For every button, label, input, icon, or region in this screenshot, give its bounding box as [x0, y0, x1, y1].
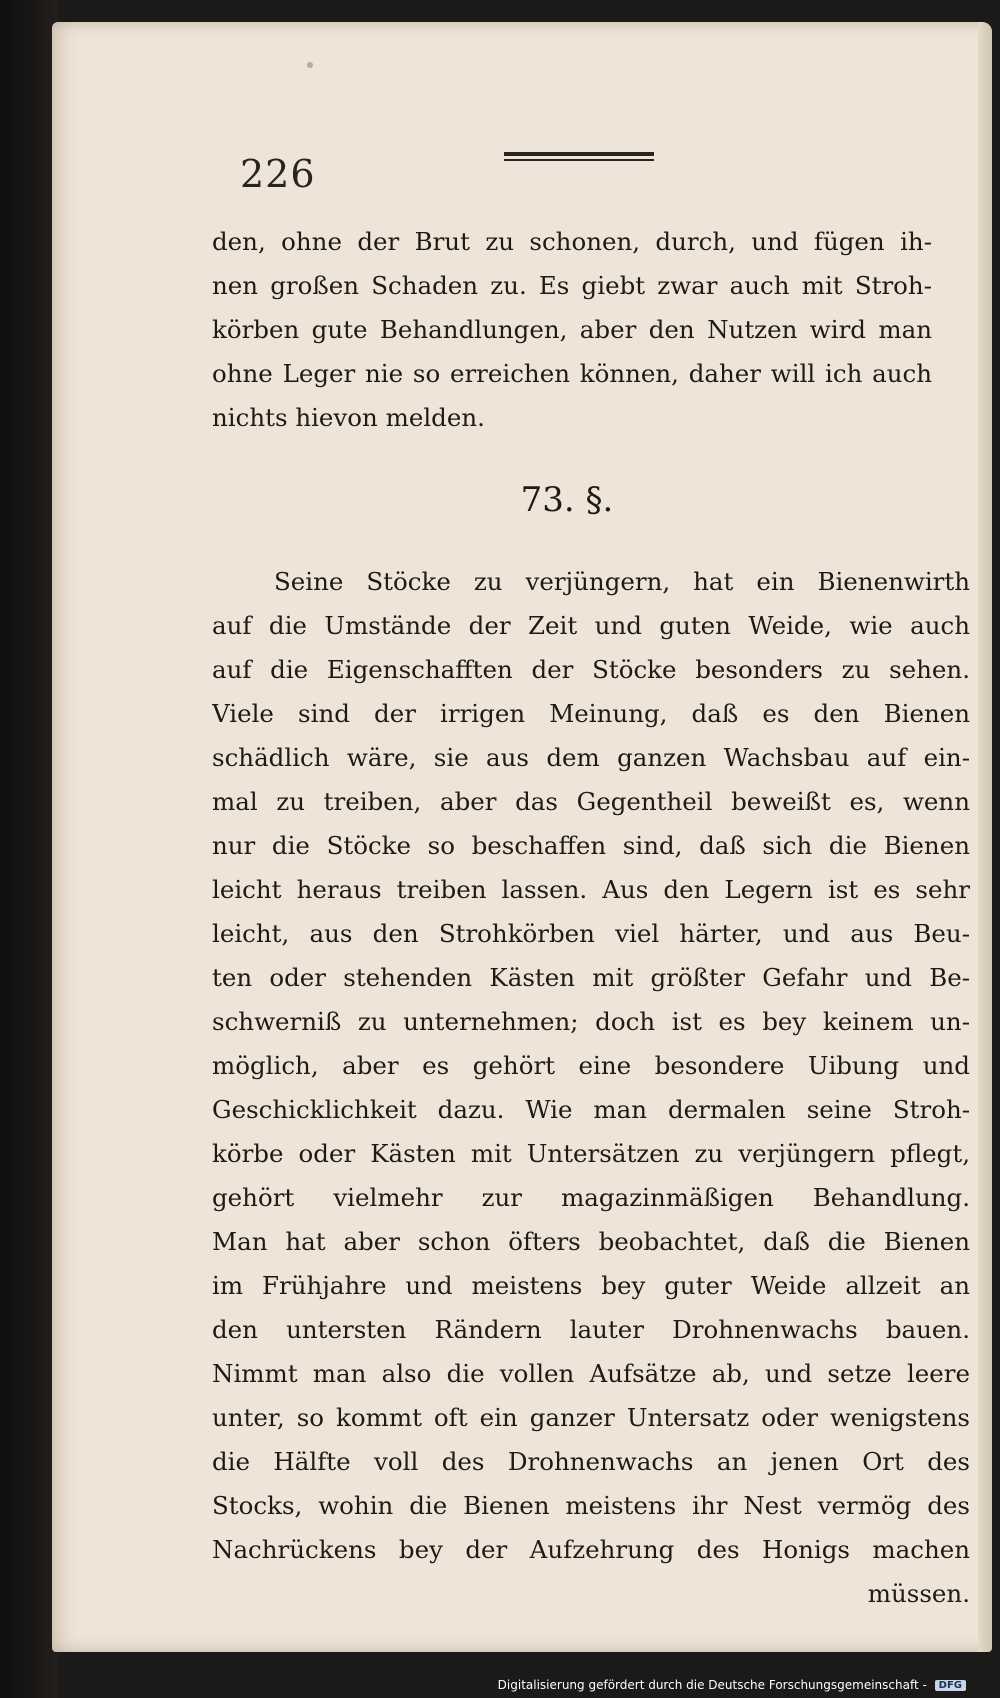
catchword: müssen. — [867, 1579, 970, 1608]
text-line: schwerniß zu unternehmen; doch ist es bey keinem un- — [212, 1007, 970, 1036]
text-line: leicht heraus treiben lassen. Aus den Legern ist es sehr — [212, 875, 970, 904]
text-line: mal zu treiben, aber das Gegentheil beweißt es, wenn — [212, 787, 970, 816]
text-line: ohne Leger nie so erreichen können, daher will ich auch — [212, 359, 932, 388]
text-line: ten oder stehenden Kästen mit größter Gefahr und Be- — [212, 963, 970, 992]
text-line: Nachrückens bey der Aufzehrung des Honigs machen — [212, 1535, 970, 1564]
text-line: auf die Umstände der Zeit und guten Weide, wie auch — [212, 611, 970, 640]
section-number: 73. §. — [520, 480, 614, 520]
text-line: unter, so kommt oft ein ganzer Untersatz oder wenigstens — [212, 1403, 970, 1432]
text-line: körbe oder Kästen mit Untersätzen zu verjüngern pflegt, — [212, 1139, 970, 1168]
paragraph-section-73 — [212, 560, 970, 1616]
paragraph-continued — [212, 220, 932, 440]
text-line: Viele sind der irrigen Meinung, daß es den Bienen — [212, 699, 970, 728]
text-line: Nimmt man also die vollen Aufsätze ab, und setze leere — [212, 1359, 970, 1388]
text-line: körben gute Behandlungen, aber den Nutzen wird man — [212, 315, 932, 344]
page-edge — [978, 22, 992, 1652]
text-line: auf die Eigenschafften der Stöcke besonders zu sehen. — [212, 655, 970, 684]
section-heading — [52, 480, 992, 520]
paper-stain — [307, 62, 313, 68]
text-line: möglich, aber es gehört eine besondere Uibung und — [212, 1051, 970, 1080]
text-line: gehört vielmehr zur magazinmäßigen Behandlung. — [212, 1183, 970, 1212]
text-line: Seine Stöcke zu verjüngern, hat ein Bienenwirth — [274, 567, 970, 596]
text-line: den, ohne der Brut zu schonen, durch, und fügen ih- — [212, 227, 932, 256]
text-line: im Frühjahre und meistens bey guter Weide allzeit an — [212, 1271, 970, 1300]
page-number: 226 — [240, 152, 316, 196]
text-line: den untersten Rändern lauter Drohnenwachs bauen. — [212, 1315, 970, 1344]
header-rule — [504, 152, 654, 162]
dfg-logo: DFG — [935, 1680, 966, 1691]
book-spine-shadow — [0, 0, 58, 1698]
text-line: Man hat aber schon öfters beobachtet, daß die Bienen — [212, 1227, 970, 1256]
text-line: nen großen Schaden zu. Es giebt zwar auch mit Stroh- — [212, 271, 932, 300]
text-line: die Hälfte voll des Drohnenwachs an jenen Ort des — [212, 1447, 970, 1476]
text-line: schädlich wäre, sie aus dem ganzen Wachsbau auf ein- — [212, 743, 970, 772]
credit-text: Digitalisierung gefördert durch die Deutsche Forschungsgemeinschaft - — [497, 1678, 927, 1692]
text-line: Stocks, wohin die Bienen meistens ihr Nest vermög des — [212, 1491, 970, 1520]
book-page — [52, 22, 992, 1652]
text-line: nichts hievon melden. — [212, 403, 485, 432]
text-line: Geschicklichkeit dazu. Wie man dermalen seine Stroh- — [212, 1095, 970, 1124]
text-line: leicht, aus den Strohkörben viel härter, und aus Beu- — [212, 919, 970, 948]
digitization-credit — [498, 1678, 966, 1692]
text-line: nur die Stöcke so beschaffen sind, daß sich die Bienen — [212, 831, 970, 860]
